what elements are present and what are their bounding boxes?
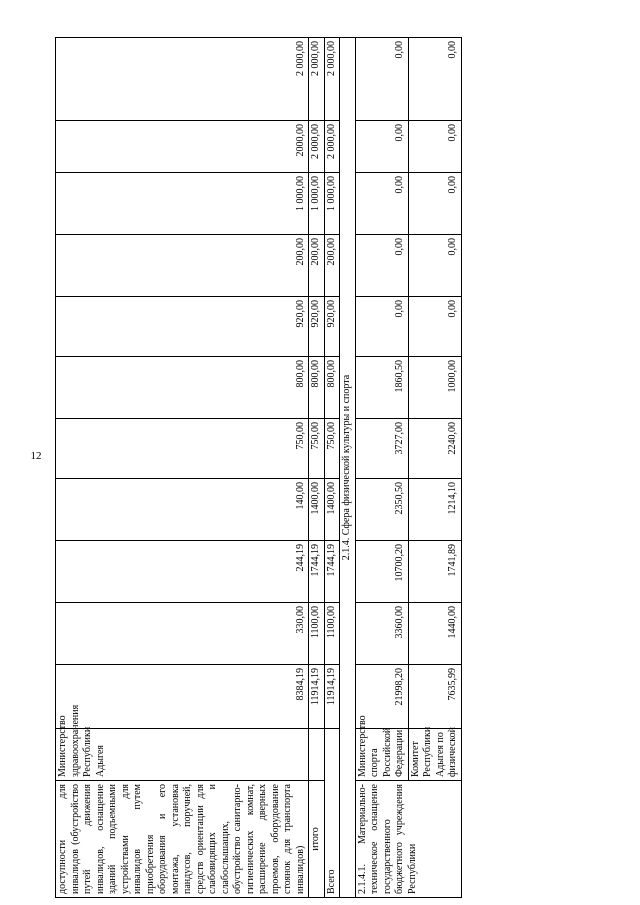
- budget-table: [55, 37, 462, 898]
- value-cell: 800,00: [324, 357, 340, 419]
- value-cell: 200,00: [324, 235, 340, 297]
- value-cell: 11914,19: [309, 665, 325, 729]
- value-cell: 0,00: [408, 121, 461, 173]
- value-cell: 7635,99: [408, 665, 461, 729]
- value-cell: 8384,19: [56, 665, 309, 729]
- value-cell: 0,00: [355, 235, 408, 297]
- section-heading-row: [340, 38, 356, 898]
- value-cell: 1744,19: [309, 541, 325, 603]
- value-cell: 0,00: [408, 297, 461, 357]
- value-cell: 2350,50: [355, 479, 408, 541]
- value-cell: 2 000,00: [309, 121, 325, 173]
- value-cell: 11914,19: [324, 665, 340, 729]
- value-cell: 0,00: [408, 173, 461, 235]
- value-cell: 2 000,00: [309, 38, 325, 121]
- table-row: [56, 38, 309, 898]
- value-cell: 244,19: [56, 541, 309, 603]
- value-cell: 330,00: [56, 603, 309, 665]
- table-row: [408, 38, 461, 898]
- value-cell: 750,00: [56, 419, 309, 479]
- vsego-label: Всего: [324, 729, 340, 898]
- value-cell: 1100,00: [309, 603, 325, 665]
- page-number: 12: [30, 450, 42, 462]
- value-cell: 1440,00: [408, 603, 461, 665]
- value-cell: 1 000,00: [309, 173, 325, 235]
- value-cell: 750,00: [309, 419, 325, 479]
- section-heading: 2.1.4. Сфера физической культуры и спорта: [340, 38, 356, 898]
- value-cell: 2240,00: [408, 419, 461, 479]
- value-cell: 1400,00: [324, 479, 340, 541]
- table-row: [355, 38, 408, 898]
- value-cell: 3727,00: [355, 419, 408, 479]
- value-cell: 1000,00: [408, 357, 461, 419]
- value-cell: 750,00: [324, 419, 340, 479]
- value-cell: 1400,00: [309, 479, 325, 541]
- value-cell: 2 000,00: [324, 38, 340, 121]
- value-cell: 1860,50: [355, 357, 408, 419]
- table-row-itogo: [309, 38, 325, 898]
- value-cell: 920,00: [56, 297, 309, 357]
- value-cell: 200,00: [56, 235, 309, 297]
- value-cell: 1741,89: [408, 541, 461, 603]
- value-cell: 21998,20: [355, 665, 408, 729]
- value-cell: 0,00: [408, 235, 461, 297]
- value-cell: 0,00: [355, 173, 408, 235]
- responsible-org: Комитет Республики Адыгея по физической: [408, 729, 461, 781]
- value-cell: 140,00: [56, 479, 309, 541]
- value-cell: 1214,10: [408, 479, 461, 541]
- value-cell: 2 000,00: [324, 121, 340, 173]
- value-cell: 0,00: [408, 38, 461, 121]
- measure-description: 2.1.4.1. Материально-техническое оснащение государственного бюджетного учреждения Республики: [355, 781, 461, 898]
- value-cell: 10700,20: [355, 541, 408, 603]
- value-cell: 800,00: [309, 357, 325, 419]
- value-cell: 0,00: [355, 121, 408, 173]
- responsible-org: Министерство спорта Российской Федерации: [355, 729, 408, 781]
- value-cell: 1 000,00: [324, 173, 340, 235]
- value-cell: 1 000,00: [56, 173, 309, 235]
- value-cell: 1100,00: [324, 603, 340, 665]
- rotated-sheet: [55, 38, 458, 898]
- value-cell: 200,00: [309, 235, 325, 297]
- measure-description: доступности для инвалидов (обустройство путей движения инвалидов, оснащение зданий подъемными устройствами для инвалидов путем приобретения оборудования и его монтажа, установка пандусов, поручней, средств ориентации для слабовидящих и слабослышащих, обустройство санитарно-гигиенических комнат, расширение дверных проемов, оборудование стоянок для транспорта инвалидов): [56, 781, 309, 898]
- value-cell: 920,00: [309, 297, 325, 357]
- value-cell: 2000,00: [56, 121, 309, 173]
- empty-cell: [309, 729, 325, 781]
- value-cell: 3360,00: [355, 603, 408, 665]
- value-cell: 800,00: [56, 357, 309, 419]
- value-cell: 1744,19: [324, 541, 340, 603]
- value-cell: 920,00: [324, 297, 340, 357]
- itogo-label: итого: [309, 781, 325, 898]
- value-cell: 2 000,00: [56, 38, 309, 121]
- value-cell: 0,00: [355, 38, 408, 121]
- value-cell: 0,00: [355, 297, 408, 357]
- rotated-table-wrapper: [55, 38, 458, 898]
- table-row-vsego: [324, 38, 340, 898]
- responsible-org: Министерство здравоохранения Республики Адыгея: [56, 729, 309, 781]
